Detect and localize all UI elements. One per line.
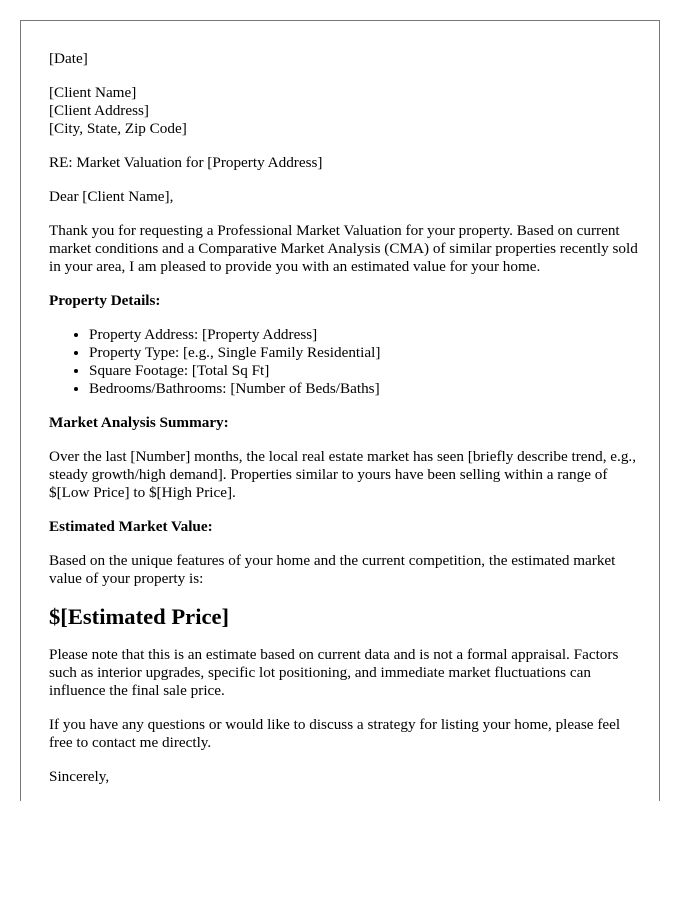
list-item: • Bedrooms/Bathrooms: [Number of Beds/Baths] <box>89 380 639 398</box>
estimated-value-heading: Estimated Market Value: <box>49 518 213 535</box>
letter-body <box>49 50 639 801</box>
intro-paragraph: Thank you for requesting a Professional Market Valuation for your property. Based on current market conditions and a Comparative Market Analysis (CMA) of similar properties recently sold in your area, I am pleased to provide you with an estimated value for your home. <box>49 222 638 275</box>
estimated-value-paragraph: Based on the unique features of your home and the current competition, the estimated market value of your property is: <box>49 552 616 587</box>
client-address-line: [Client Address] <box>49 102 149 119</box>
disclaimer-paragraph: Please note that this is an estimate based on current data and is not a formal appraisal. Factors such as interior upgrades, specific lot positioning, and immediate market fluctuations can influence the final sale price. <box>49 646 619 699</box>
letter-date: [Date] <box>49 50 88 67</box>
subject-line: RE: Market Valuation for [Property Address] <box>49 154 323 171</box>
property-details-heading: Property Details: <box>49 292 161 309</box>
client-address-block <box>49 84 639 138</box>
property-details-list <box>49 326 639 398</box>
list-item: • Property Address: [Property Address] <box>89 326 639 344</box>
list-item: • Square Footage: [Total Sq Ft] <box>89 362 639 380</box>
salutation: Dear [Client Name], <box>49 188 174 205</box>
letter-page <box>20 20 660 801</box>
estimated-price: $[Estimated Price] <box>49 604 230 629</box>
client-city-line: [City, State, Zip Code] <box>49 120 187 137</box>
market-analysis-heading: Market Analysis Summary: <box>49 414 229 431</box>
list-item: • Property Type: [e.g., Single Family Residential] <box>89 344 639 362</box>
market-analysis-paragraph: Over the last [Number] months, the local real estate market has seen [briefly describe trend, e.g., steady growth/high demand]. Properties similar to yours have been selling within a range of $[Low Price] to $[High Price]. <box>49 448 637 501</box>
signoff: Sincerely, <box>49 768 110 785</box>
client-name-line: [Client Name] <box>49 84 137 101</box>
closing-paragraph: If you have any questions or would like to discuss a strategy for listing your home, please feel free to contact me directly. <box>49 716 621 751</box>
